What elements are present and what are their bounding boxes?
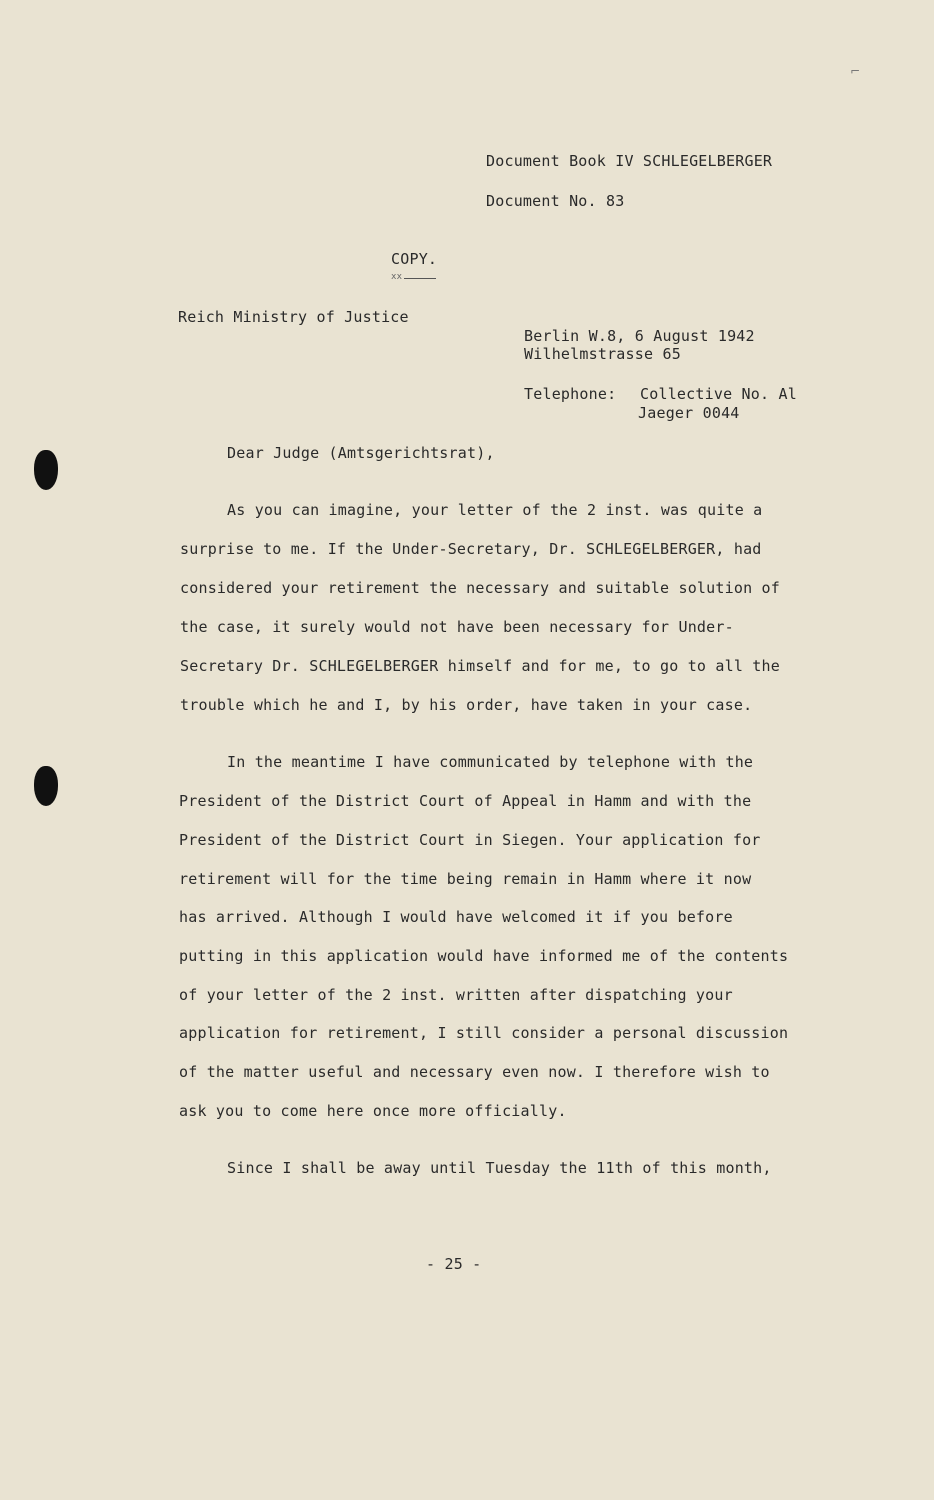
copy-mark: xx [391, 272, 403, 282]
salutation: Dear Judge (Amtsgerichtsrat), [227, 444, 495, 462]
copy-label: COPY. [391, 250, 438, 268]
telephone-label: Telephone: [524, 385, 617, 403]
punch-hole-top [34, 450, 58, 490]
document-number: Document No. 83 [486, 192, 625, 210]
copy-underline [404, 278, 436, 279]
paragraph-line: the case, it surely would not have been necessary for Under- [180, 618, 734, 636]
punch-hole-bottom [34, 766, 58, 806]
paragraph-line: application for retirement, I still consider a personal discussion [179, 1024, 789, 1042]
paragraph-line: retirement will for the time being remain in Hamm where it now [179, 870, 752, 888]
paragraph-line: ask you to come here once more officially. [179, 1102, 567, 1120]
paragraph-line: In the meantime I have communicated by telephone with the [227, 753, 754, 771]
paragraph-line: President of the District Court in Siegen. Your application for [179, 831, 761, 849]
telephone-line-1: Collective No. Al [640, 385, 797, 403]
paragraph-line: of the matter useful and necessary even now. I therefore wish to [179, 1063, 770, 1081]
address-line-1: Berlin W.8, 6 August 1942 [524, 327, 755, 345]
address-line-2: Wilhelmstrasse 65 [524, 345, 681, 363]
telephone-line-2: Jaeger 0044 [638, 404, 740, 422]
paragraph-line: President of the District Court of Appeal in Hamm and with the [179, 792, 752, 810]
paragraph-line: Secretary Dr. SCHLEGELBERGER himself and for me, to go to all the [180, 657, 780, 675]
page-number: - 25 - [426, 1255, 482, 1273]
paragraph-line: surprise to me. If the Under-Secretary, Dr. SCHLEGELBERGER, had [180, 540, 762, 558]
paragraph-line: As you can imagine, your letter of the 2 inst. was quite a [227, 501, 763, 519]
paragraph-line: trouble which he and I, by his order, have taken in your case. [180, 696, 753, 714]
paragraph-line: has arrived. Although I would have welcomed it if you before [179, 908, 733, 926]
sender-name: Reich Ministry of Justice [178, 308, 409, 326]
stray-mark: ⌐ [850, 64, 861, 78]
paragraph-line: considered your retirement the necessary and suitable solution of [180, 579, 780, 597]
paragraph-line: putting in this application would have informed me of the contents [179, 947, 789, 965]
paragraph-line: Since I shall be away until Tuesday the 11th of this month, [227, 1159, 772, 1177]
paragraph-line: of your letter of the 2 inst. written after dispatching your [179, 986, 733, 1004]
document-book-header: Document Book IV SCHLEGELBERGER [486, 152, 773, 170]
